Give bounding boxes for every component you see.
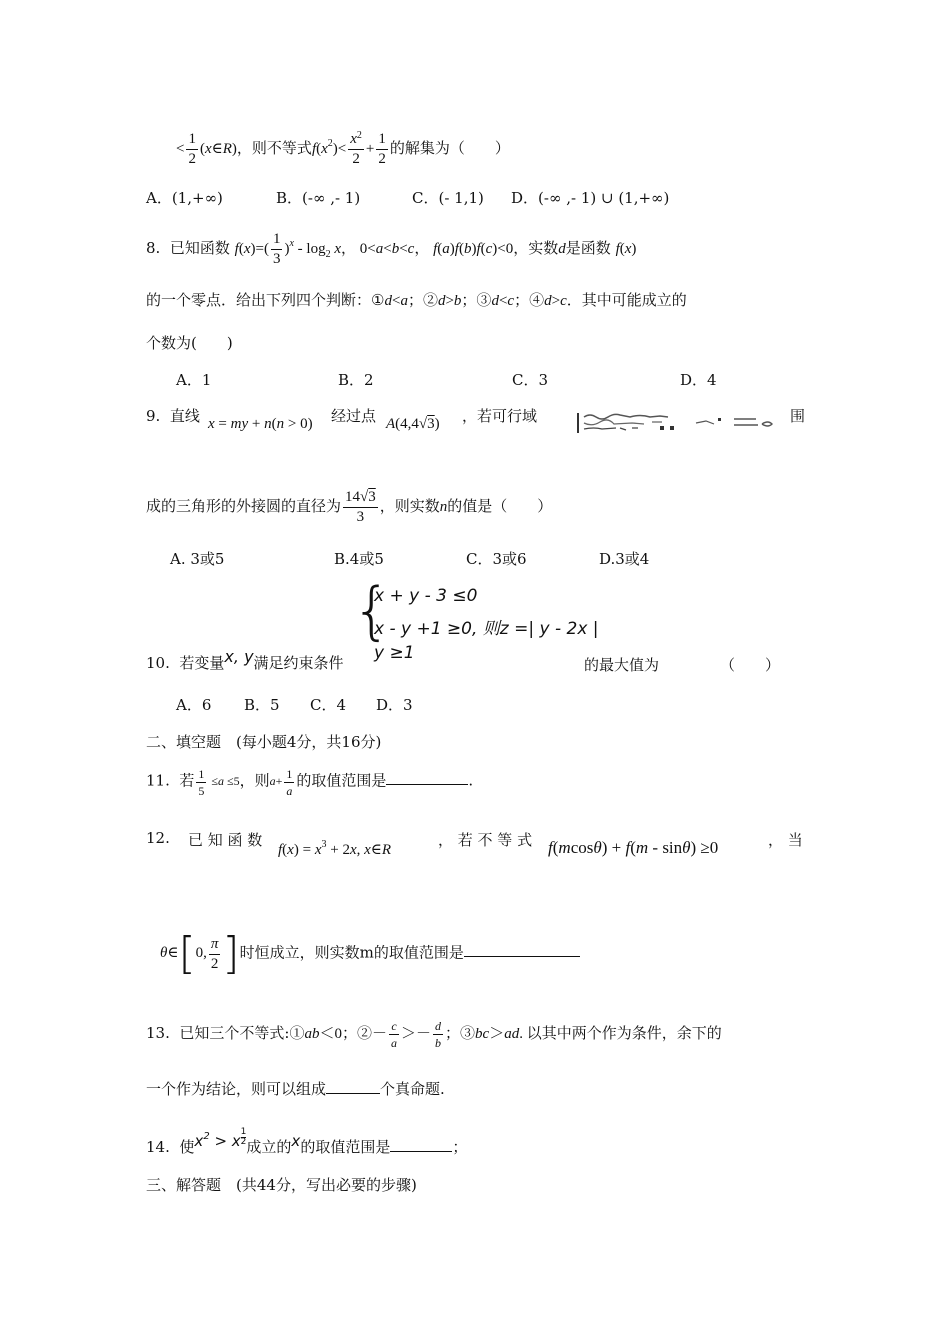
- q9-option-a: A. 3或5: [170, 550, 225, 568]
- q12-text-line2: 时恒成立，则实数m的取值范围是: [239, 943, 464, 962]
- q11-text-b: ，则: [239, 771, 270, 790]
- q9-line1: [146, 405, 200, 426]
- q10-line1: [146, 647, 344, 673]
- q10-text-c: 的最大值为: [584, 656, 660, 674]
- q8-text-line2a: 的一个零点．给出下列四个判断：: [146, 291, 372, 309]
- q14-text-b: 成立的: [246, 1138, 292, 1156]
- q8-text-b: ，实数: [513, 238, 559, 257]
- q11-text-c: 的取值范围是: [296, 771, 387, 790]
- q10-text-b: 满足约束条件: [253, 654, 344, 672]
- q8-line2: [146, 289, 687, 310]
- q14-text-c: 的取值范围是: [300, 1138, 391, 1156]
- q11-num: 11.: [146, 771, 170, 790]
- q13-text-b: ；②－: [341, 1023, 387, 1042]
- q11-math-range: $\frac{1}{5}$ ≤a ≤5: [198, 767, 240, 798]
- q14-answer-blank: [390, 1137, 452, 1152]
- q12-text-b: ， 若 不 等 式: [438, 831, 533, 849]
- q9-text-d: 围: [790, 407, 806, 425]
- q12-math-inequality: f(mcosθ) + f(m - sinθ) ≥0: [548, 838, 719, 857]
- q13-text-line2a: 一个作为结论，则可以组成: [146, 1080, 327, 1098]
- q12-text-c: ， 当: [768, 831, 803, 849]
- q14-text-d: ；: [452, 1138, 468, 1156]
- q13-num: 13.: [146, 1023, 170, 1042]
- q9-option-c: C．3或6: [466, 550, 527, 568]
- q9-text-line2a: 成的三角形的外接圆的直径为: [146, 496, 342, 515]
- q13-math-ab: ab＜0: [304, 1025, 342, 1042]
- q7-math-ineq: $f(x^2)<$ $\frac{x^2}{2}$ + $\frac{1}{2}$: [311, 130, 386, 167]
- q8-text-line2b: ．其中可能成立的: [566, 291, 687, 309]
- q12-math-theta-interval: θ∈[0, $\frac{\pi}{2}$ ]: [160, 928, 240, 979]
- q8-math-fx: f(x): [615, 240, 637, 257]
- q13-text-a: 已知三个不等式:①: [179, 1023, 305, 1042]
- q14-math-x: x: [291, 1132, 301, 1150]
- q8-option-b: B．2: [338, 371, 374, 389]
- q13-text-c: ；③: [445, 1023, 476, 1042]
- q13-answer-blank: [326, 1079, 380, 1094]
- q12-num: 12.: [146, 829, 170, 847]
- q8-line3: 个数为( ): [146, 334, 233, 352]
- q12-line2: [160, 928, 580, 979]
- q12-math-function: $f(x) = x^3 + 2x$, x∈R: [278, 839, 392, 858]
- q9-text-line2b: ，则实数: [379, 496, 440, 515]
- q11-answer-blank: [386, 770, 468, 785]
- q10-math-xy: x, y: [224, 647, 254, 666]
- q7-text-b: 的解集为（ ）: [389, 138, 510, 157]
- q7-line: [176, 132, 510, 167]
- section-2-heading: 二、填空题 (每小题4分，共16分): [146, 733, 382, 751]
- q10-text-d: （ ）: [720, 656, 781, 674]
- q13-math-frac-ineq: $\frac{c}{a}$ ＞－ $\frac{d}{b}$: [391, 1019, 442, 1050]
- q10-option-c: C．4: [310, 696, 347, 714]
- q10-text-a: 若变量: [179, 654, 225, 672]
- q9-num: 9.: [146, 407, 161, 425]
- q9-text-b: 经过点: [331, 407, 377, 425]
- q10-option-a: A．6: [176, 696, 212, 714]
- q11-math-expr: a+ $\frac{1}{a}$: [269, 767, 293, 798]
- q10-option-d: D．3: [376, 696, 413, 714]
- q8-option-a: A．1: [176, 371, 212, 389]
- q10-option-b: B．5: [244, 696, 280, 714]
- q7-option-b: B．(-∞ ,- 1): [276, 189, 361, 207]
- q12-text-a: 已 知 函 数: [188, 831, 263, 849]
- q14-line: [146, 1127, 468, 1165]
- q13-math-bc: bc＞ad.: [475, 1025, 527, 1042]
- q8-num: 8.: [146, 238, 161, 257]
- q9-text-line2c: 的值是（ ）: [447, 496, 553, 515]
- q7-text-a: ，则不等式: [236, 138, 312, 157]
- q9-option-d: D.3或4: [599, 550, 650, 568]
- q13-line1: [146, 1020, 722, 1049]
- q10-constraint-2: x - y +1 ≥0, 则z =| y - 2x |: [374, 619, 599, 639]
- q14-text-a: 使: [179, 1138, 195, 1156]
- q8-math-judgments: ①d<a；②d>b；③d<c；④d>c: [371, 293, 567, 309]
- q7-option-c: C．(- 1,1): [412, 189, 484, 207]
- q8-option-c: C．3: [512, 371, 549, 389]
- q8-option-d: D．4: [680, 371, 717, 389]
- q9-option-b: B.4或5: [334, 550, 384, 568]
- q13-text-d: 以其中两个作为条件，余下的: [526, 1023, 722, 1042]
- q13-text-line2b: 个真命题.: [380, 1080, 445, 1098]
- q10-num: 10.: [146, 654, 170, 672]
- q13-line2: [146, 1078, 445, 1099]
- q12-answer-blank: [464, 942, 580, 957]
- q7-option-a: A．(1,+∞): [146, 189, 223, 207]
- q11-text-a: 若: [179, 771, 195, 790]
- q14-math-ineq: $x^2 > x$ $\frac{1}{2}$: [194, 1127, 247, 1150]
- q8-text-a: 已知函数: [169, 238, 230, 257]
- q9-text-c: ，若可行域: [462, 407, 538, 425]
- q8-math-d: d: [558, 240, 566, 257]
- q9-math-n: n: [439, 498, 448, 515]
- q14-num: 14.: [146, 1138, 170, 1156]
- q8-math-function: f(x)=( $\frac{1}{3}$ )$^x - \log_2 x$， 0<a<b<c， f(a)f(b)f(c)<0: [234, 231, 514, 267]
- q10-system-brace: {: [352, 574, 392, 647]
- q10-constraint-3: y ≥1: [374, 643, 415, 663]
- q9-math-line: x = my + n(n > 0): [208, 416, 313, 432]
- q9-text-a: 直线: [169, 407, 200, 425]
- q8-text-c: 是函数: [565, 238, 611, 257]
- q10-constraint-1: x + y - 3 ≤0: [374, 586, 478, 606]
- q9-feasible-region-image: [576, 409, 788, 435]
- section-3-heading: 三、解答题 (共44分，写出必要的步骤): [146, 1176, 417, 1194]
- q11-text-d: .: [468, 771, 474, 790]
- q9-line2: [146, 490, 552, 525]
- q9-math-point: A(4,4√3): [386, 416, 440, 432]
- q11-line: [146, 768, 473, 797]
- q9-math-diameter: $\frac{14√3}{3}$: [345, 489, 376, 525]
- q7-math-lt-half: < $\frac{1}{2}$ (x∈R): [176, 131, 237, 167]
- q8-line1: [146, 232, 636, 267]
- q7-option-d: D．(-∞ ,- 1) ∪ (1,+∞): [511, 189, 670, 207]
